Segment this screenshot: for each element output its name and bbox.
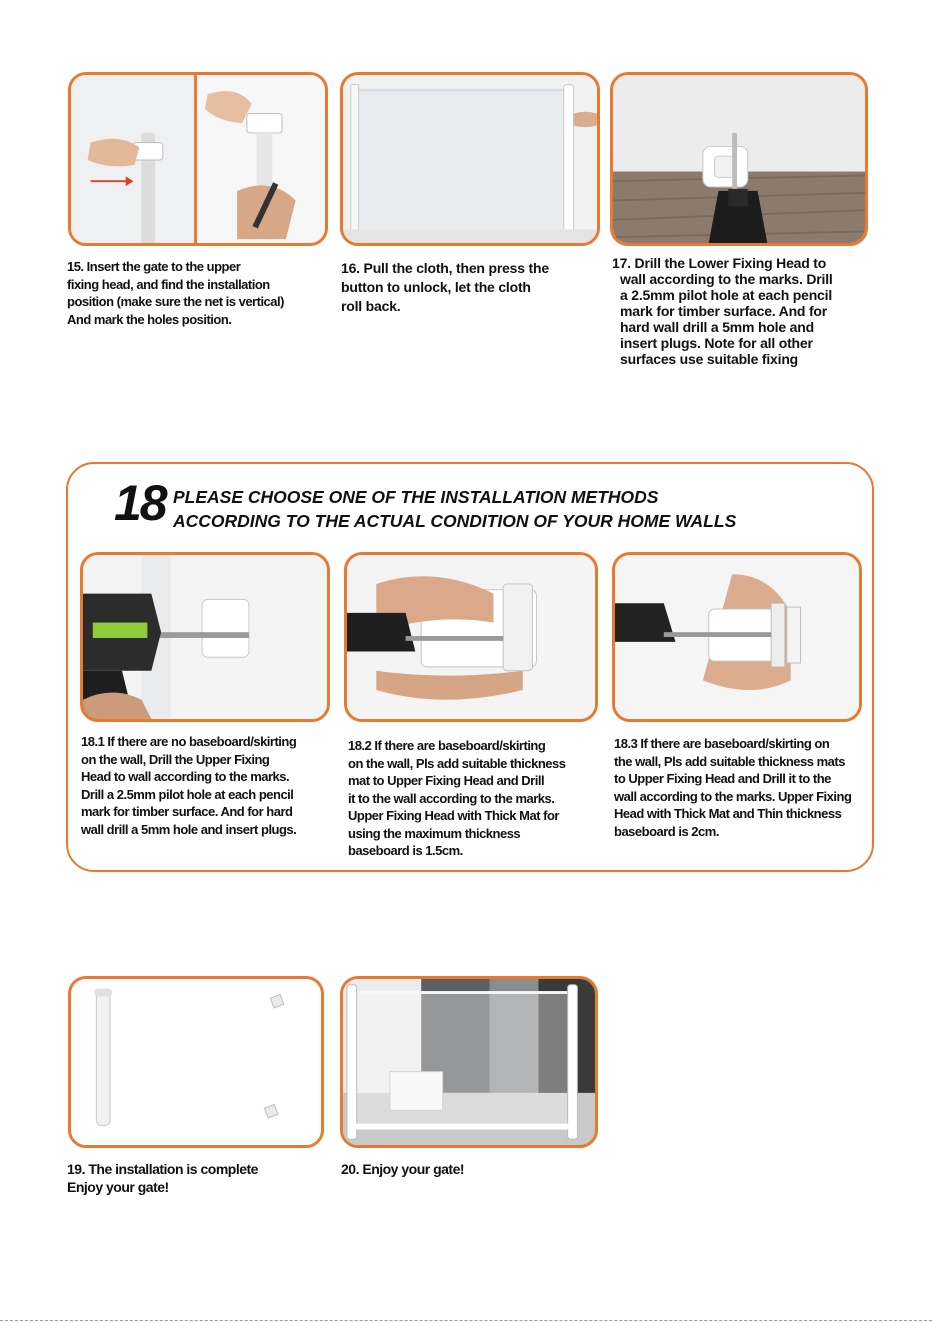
step17-line-1: 17. Drill the Lower Fixing Head to — [612, 255, 827, 271]
step17-line-2: wall according to the marks. Drill — [620, 271, 833, 287]
step16-line-3: roll back. — [341, 298, 401, 314]
step16-line-2: button to unlock, let the cloth — [341, 279, 531, 295]
step18-1-line-5: mark for timber surface. And for hard — [81, 804, 293, 819]
step18-1-line-2: on the wall, Drill the Upper Fixing — [81, 751, 270, 767]
step19-line-2: Enjoy your gate! — [67, 1179, 169, 1195]
step18-2-line-5: Upper Fixing Head with Thick Mat for — [348, 808, 559, 823]
page-bottom-divider — [0, 1320, 932, 1322]
drill-lower-head-illustration — [613, 75, 865, 243]
step15-line-4: And mark the holes position. — [67, 311, 232, 327]
step18-heading — [173, 485, 736, 533]
step18-3-line-5: Head with Thick Mat and Thin thickness — [614, 806, 842, 821]
step18-1-line-6: wall drill a 5mm hole and insert plugs. — [81, 821, 297, 837]
step20-photo — [340, 976, 598, 1148]
step18-1-photo — [80, 552, 330, 722]
step18-number: 18 — [114, 475, 166, 531]
step18-2-line-6: using the maximum thickness — [348, 825, 521, 841]
drill-thick-mat-illustration — [347, 555, 595, 719]
step18-1-line-1: 18.1 If there are no baseboard/skirting — [81, 734, 297, 749]
step19-caption — [67, 1160, 258, 1196]
step18-3-line-4: wall according to the marks. Upper Fixing — [614, 788, 852, 804]
step15-line-3: position (make sure the net is vertical) — [67, 294, 284, 309]
step18-3-line-1: 18.3 If there are baseboard/skirting on — [614, 736, 830, 751]
step15-line-2: fixing head, and find the installation — [67, 276, 270, 292]
step18-1-line-3: Head to wall according to the marks. — [81, 769, 290, 784]
step18-heading-line-1: PLEASE CHOOSE ONE OF THE INSTALLATION METHODS — [173, 487, 659, 507]
step17-caption — [612, 255, 833, 367]
step15-line-1: 15. Insert the gate to the upper — [67, 259, 241, 274]
step17-line-6: insert plugs. Note for all other — [620, 335, 813, 351]
step18-2-photo — [344, 552, 598, 722]
step20-line-1: 20. Enjoy your gate! — [341, 1161, 465, 1177]
installed-gate-hallway-illustration — [343, 979, 595, 1145]
step15-caption — [67, 258, 284, 328]
step17-line-3: a 2.5mm pilot hole at each pencil — [620, 287, 833, 303]
step19-photo — [68, 976, 324, 1148]
step16-line-1: 16. Pull the cloth, then press the — [341, 260, 549, 276]
installed-parts-illustration — [71, 979, 321, 1145]
step18-3-line-6: baseboard is 2cm. — [614, 823, 719, 839]
step18-3-line-2: the wall, Pls add suitable thickness mats — [614, 753, 845, 769]
drill-no-baseboard-illustration — [83, 555, 327, 719]
step18-2-line-4: it to the wall according to the marks. — [348, 790, 555, 806]
step17-line-5: hard wall drill a 5mm hole and — [620, 319, 814, 335]
step18-heading-line-2: ACCORDING TO THE ACTUAL CONDITION OF YOUR HOME WALLS — [173, 511, 737, 531]
step16-caption — [341, 259, 549, 316]
drill-thin-mat-illustration — [615, 555, 859, 719]
step15-photo — [68, 72, 328, 246]
step17-photo — [610, 72, 868, 246]
hand-marking-wall-illustration — [71, 75, 325, 243]
step16-photo — [340, 72, 600, 246]
step18-2-caption — [348, 737, 565, 860]
step18-3-line-3: to Upper Fixing Head and Drill it to the — [614, 771, 831, 786]
step17-line-4: mark for timber surface. And for — [620, 303, 828, 319]
step18-1-caption — [81, 733, 296, 838]
step18-3-caption — [614, 735, 851, 840]
step18-1-line-4: Drill a 2.5mm pilot hole at each pencil — [81, 786, 294, 802]
step18-3-photo — [612, 552, 862, 722]
step18-2-line-2: on the wall, Pls add suitable thickness — [348, 755, 566, 771]
step18-2-line-1: 18.2 If there are baseboard/skirting — [348, 738, 546, 753]
step20-caption — [341, 1160, 464, 1178]
gate-cloth-illustration — [343, 75, 597, 243]
step19-line-1: 19. The installation is complete — [67, 1161, 258, 1177]
step18-2-line-7: baseboard is 1.5cm. — [348, 843, 463, 858]
step17-line-7: surfaces use suitable fixing — [620, 351, 799, 367]
step18-2-line-3: mat to Upper Fixing Head and Drill — [348, 773, 545, 788]
